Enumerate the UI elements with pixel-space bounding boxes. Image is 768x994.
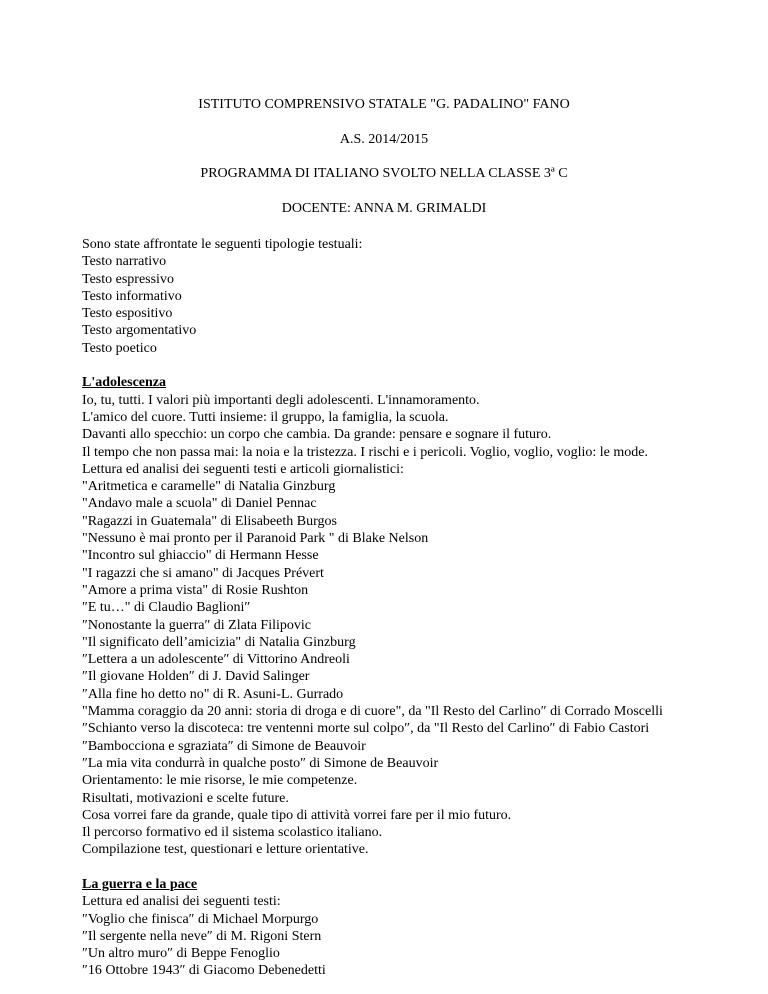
school-name: ISTITUTO COMPRENSIVO STATALE "G. PADALINO" FANO (198, 97, 570, 112)
section-line: Cosa vorrei fare da grande, quale tipo di attività vorrei fare per il mio futuro. (82, 807, 512, 823)
intro-line: Testo poetico (82, 340, 157, 356)
section-line: ″Un altro muro″ di Beppe Fenoglio (82, 946, 280, 962)
intro-line: Sono state affrontate le seguenti tipologie testuali: (82, 237, 363, 252)
school-year: A.S. 2014/2015 (339, 131, 429, 147)
section-line: "Nessuno è mai pronto per il Paranoid Park " di Blake Nelson (82, 531, 429, 547)
intro-line: Testo espositivo (82, 306, 173, 322)
section-line: Lettura ed analisi dei seguenti testi e articoli giornalistici: (82, 461, 404, 477)
section-line: ″Il giovane Holden″ di J. David Salinger (82, 669, 310, 685)
section-line: Lettura ed analisi dei seguenti testi: (82, 894, 281, 910)
section-guerra-pace (82, 876, 762, 980)
section-title: La guerra e la pace (82, 876, 198, 892)
section-line: "I ragazzi che si amano" di Jacques Prévert (82, 565, 324, 581)
section-line: ″Voglio che finisca″ di Michael Morpurgo (82, 911, 319, 927)
section-line: "Aritmetica e caramelle" di Natalia Ginzburg (82, 479, 336, 495)
intro-line: Testo espressivo (82, 271, 174, 287)
section-line: ″La mia vita condurrà in qualche posto″ di Simone de Beauvoir (82, 755, 439, 771)
section-line: ″Alla fine ho detto no" di R. Asuni-L. Gurrado (82, 686, 344, 702)
section-line: ″Schianto verso la discoteca: tre ventenni morte sul colpo″, da "Il Resto del Carlino″ di Fabio Castori (82, 721, 650, 737)
section-line: "Mamma coraggio da 20 anni: storia di droga e di cuore", da "Il Resto del Carlino″ di Corrado Moscelli (82, 704, 663, 720)
intro-block (82, 236, 762, 357)
teacher-name: DOCENTE: ANNA M. GRIMALDI (281, 200, 487, 216)
document-body (82, 236, 762, 980)
section-line: ″Lettera a un adolescente″ di Vittorino Andreoli (82, 652, 350, 668)
section-adolescenza (82, 374, 762, 858)
section-line: "Andavo male a scuola" di Daniel Pennac (82, 496, 317, 512)
section-line: Io, tu, tutti. I valori più importanti degli adolescenti. L'innamoramento. (82, 392, 480, 408)
section-line: "Amore a prima vista" di Rosie Rushton (82, 582, 309, 598)
section-line: "Il significato dell’amicizia" di Natalia Ginzburg (82, 634, 356, 650)
intro-line: Testo informativo (82, 288, 182, 304)
section-line: Compilazione test, questionari e letture orientative. (82, 842, 369, 858)
section-line: Orientamento: le mie risorse, le mie competenze. (82, 773, 358, 789)
section-line: ″Il sergente nella neve″ di M. Rigoni Stern (82, 928, 322, 944)
section-line: Davanti allo specchio: un corpo che cambia. Da grande: pensare e sognare il futuro. (82, 427, 552, 443)
section-line: Il percorso formativo ed il sistema scolastico italiano. (82, 825, 383, 841)
section-line: Risultati, motivazioni e scelte future. (82, 790, 289, 806)
section-line: "Ragazzi in Guatemala" di Elisabeeth Burgos (82, 513, 337, 529)
document-header (0, 96, 768, 234)
intro-line: Testo narrativo (82, 254, 167, 270)
section-title: L'adolescenza (82, 375, 166, 391)
program-title: PROGRAMMA DI ITALIANO SVOLTO NELLA CLASSE 3ª C (200, 166, 568, 182)
section-line: ″E tu…" di Claudio Baglioni″ (82, 600, 251, 616)
section-line: "Incontro sul ghiaccio" di Hermann Hesse (82, 548, 319, 564)
section-line: ″Bambocciona e sgraziata″ di Simone de Beauvoir (82, 738, 366, 754)
section-line: ″Nonostante la guerra″ di Zlata Filipovic (82, 617, 311, 633)
section-line: L'amico del cuore. Tutti insieme: il gruppo, la famiglia, la scuola. (82, 409, 449, 425)
section-line: ″16 Ottobre 1943″ di Giacomo Debenedetti (82, 963, 326, 979)
section-line: Il tempo che non passa mai: la noia e la tristezza. I rischi e i pericoli. Voglio, voglio, voglio: le mode. (82, 444, 648, 460)
intro-line: Testo argomentativo (82, 323, 197, 339)
